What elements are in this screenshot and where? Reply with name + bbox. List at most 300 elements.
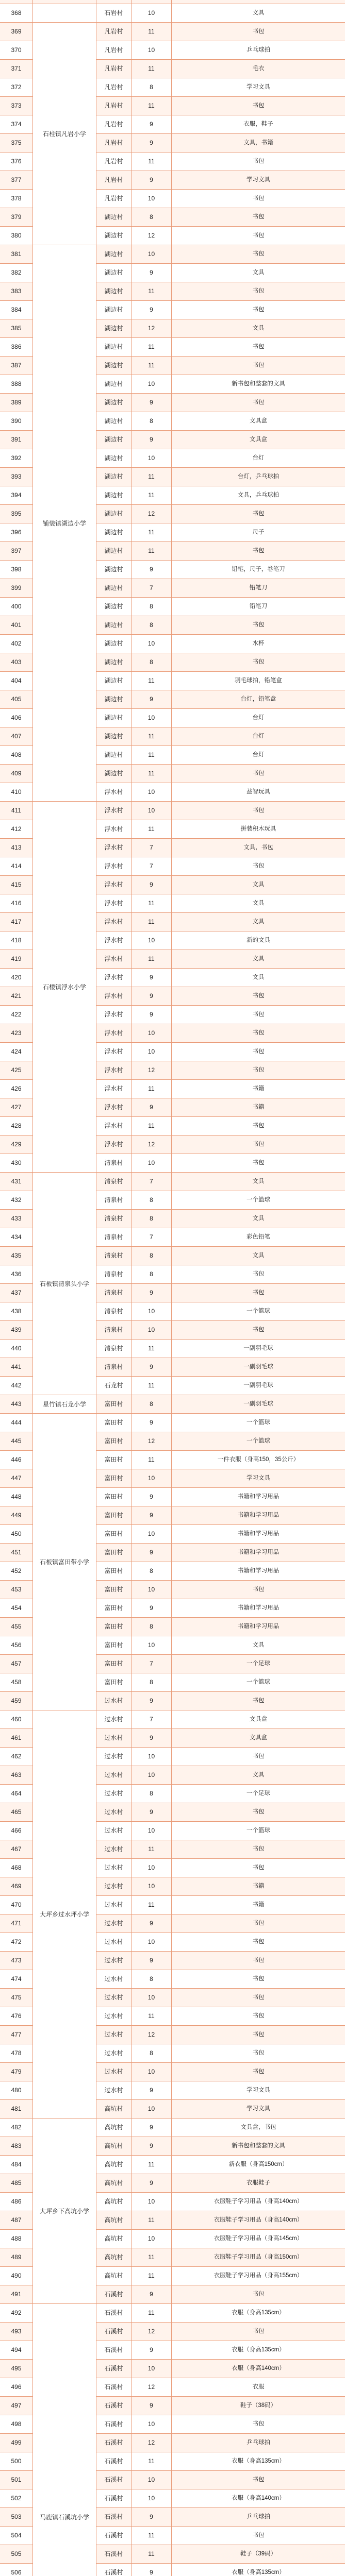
wish-cell: 一个足球 bbox=[247, 1790, 270, 1797]
village-cell: 富田村 bbox=[96, 1599, 132, 1617]
village-cell: 湖边村 bbox=[96, 616, 132, 634]
wish-cell: 书包 bbox=[252, 1160, 265, 1166]
village-cell: 湖边村 bbox=[96, 579, 132, 597]
row-number-cell: 452 bbox=[0, 1562, 33, 1580]
wish-cell: 书包 bbox=[252, 1290, 265, 1296]
row-number-cell: 385 bbox=[0, 319, 33, 337]
wish-cell: 台灯 bbox=[252, 733, 265, 739]
grade-cell: 10 bbox=[132, 635, 172, 653]
grade-cell: 11 bbox=[132, 468, 172, 486]
grade-cell: 11 bbox=[132, 60, 172, 78]
row-number-cell: 423 bbox=[0, 1024, 33, 1042]
village-cell: 过水村 bbox=[96, 1914, 132, 1933]
village-cell: 浮水村 bbox=[96, 857, 132, 875]
village-cell: 湖边村 bbox=[96, 227, 132, 245]
wish-cell: 书包 bbox=[252, 2328, 265, 2334]
grade-cell: 9 bbox=[132, 2341, 172, 2359]
grade-cell: 11 bbox=[132, 357, 172, 375]
school-group-cell: 石柱镇凡岩小学 bbox=[33, 23, 96, 245]
grade-cell: 9 bbox=[132, 1006, 172, 1024]
row-number-cell: 449 bbox=[0, 1506, 33, 1524]
wish-cell: 一个篮球 bbox=[247, 1438, 270, 1444]
village-cell: 富田村 bbox=[96, 1488, 132, 1506]
village-cell: 石龙村 bbox=[96, 1377, 132, 1395]
row-number-cell: 417 bbox=[0, 913, 33, 931]
village-cell: 湖边村 bbox=[96, 486, 132, 504]
wish-cell: 书籍和学习用品 bbox=[237, 1605, 280, 1611]
grade-cell: 10 bbox=[132, 449, 172, 467]
wish-cell: 书包 bbox=[252, 1865, 265, 1871]
village-cell: 过水村 bbox=[96, 1729, 132, 1747]
wish-cell: 乒乓球拍 bbox=[247, 2439, 270, 2446]
grade-cell: 9 bbox=[132, 1358, 172, 1376]
grade-cell: 11 bbox=[132, 282, 172, 300]
wish-cell: 文具 bbox=[252, 1252, 265, 1259]
grade-cell: 9 bbox=[132, 1914, 172, 1933]
row-number-cell: 450 bbox=[0, 1525, 33, 1543]
wish-cell: 乒乓球拍 bbox=[247, 2514, 270, 2520]
wish-cell: 衣服鞋子学习用品（身高145cm） bbox=[213, 2235, 303, 2242]
village-cell: 浮水村 bbox=[96, 1117, 132, 1135]
grade-cell: 12 bbox=[132, 319, 172, 337]
school-group-cell: 大坪乡过水坪小学 bbox=[33, 1710, 96, 2119]
village-cell: 浮水村 bbox=[96, 1006, 132, 1024]
row-number-cell: 456 bbox=[0, 1636, 33, 1654]
grade-cell: 9 bbox=[132, 1488, 172, 1506]
wish-cell: 衣服鞋子学习用品（身高150cm） bbox=[213, 2254, 303, 2260]
village-cell: 浮水村 bbox=[96, 839, 132, 857]
grade-cell: 11 bbox=[132, 1451, 172, 1469]
row-number-cell: 448 bbox=[0, 1488, 33, 1506]
village-cell: 湖边村 bbox=[96, 375, 132, 393]
grade-cell: 11 bbox=[132, 97, 172, 115]
row-number-cell: 458 bbox=[0, 1673, 33, 1691]
grade-cell: 7 bbox=[132, 857, 172, 875]
grade-cell: 9 bbox=[132, 876, 172, 894]
grade-cell: 8 bbox=[132, 1210, 172, 1228]
grade-cell: 12 bbox=[132, 2434, 172, 2452]
village-cell: 高坑村 bbox=[96, 2248, 132, 2266]
wish-cell: 学习文具 bbox=[247, 177, 270, 183]
wish-cell: 文具 bbox=[252, 1772, 265, 1778]
wish-cell: 书包 bbox=[252, 1011, 265, 1018]
village-cell: 湖边村 bbox=[96, 431, 132, 449]
wish-cell: 书籍和学习用品 bbox=[237, 1512, 280, 1518]
village-cell: 湖边村 bbox=[96, 319, 132, 337]
wish-cell: 台灯 bbox=[252, 455, 265, 461]
wish-cell: 拼装积木玩具 bbox=[240, 826, 276, 832]
grade-cell: 11 bbox=[132, 2156, 172, 2174]
wish-cell: 书包 bbox=[252, 511, 265, 517]
village-cell: 过水村 bbox=[96, 1822, 132, 1840]
grade-cell: 11 bbox=[132, 338, 172, 356]
grade-cell: 10 bbox=[132, 1859, 172, 1877]
wish-cell: 鞋子（39码） bbox=[240, 2551, 277, 2557]
row-number-cell: 491 bbox=[0, 2285, 33, 2303]
village-cell: 高坑村 bbox=[96, 2137, 132, 2155]
grade-cell: 11 bbox=[132, 523, 172, 541]
grade-cell: 11 bbox=[132, 950, 172, 968]
wish-cell: 书包 bbox=[252, 2421, 265, 2427]
grade-cell: 10 bbox=[132, 2489, 172, 2507]
grade-cell: 8 bbox=[132, 616, 172, 634]
wish-cell: 铅笔刀 bbox=[249, 603, 268, 609]
row-number-cell: 444 bbox=[0, 1414, 33, 1432]
village-cell: 湖边村 bbox=[96, 301, 132, 319]
row-number-cell: 418 bbox=[0, 931, 33, 950]
wish-cell: 书包 bbox=[252, 214, 265, 220]
village-cell: 高坑村 bbox=[96, 2230, 132, 2248]
wish-cell: 书籍和学习用品 bbox=[237, 1531, 280, 1537]
grade-cell: 9 bbox=[132, 115, 172, 133]
row-number-cell: 454 bbox=[0, 1599, 33, 1617]
wish-cell: 书包 bbox=[252, 548, 265, 554]
grade-cell: 7 bbox=[132, 1710, 172, 1728]
grade-cell: 8 bbox=[132, 1673, 172, 1691]
village-cell: 过水村 bbox=[96, 2063, 132, 2081]
row-number-cell: 503 bbox=[0, 2508, 33, 2526]
village-cell: 湖边村 bbox=[96, 282, 132, 300]
village-cell: 凡岩村 bbox=[96, 190, 132, 208]
grade-cell: 7 bbox=[132, 1173, 172, 1191]
row-number-cell: 484 bbox=[0, 2156, 33, 2174]
village-cell: 富田村 bbox=[96, 1581, 132, 1599]
village-cell: 高坑村 bbox=[96, 2100, 132, 2118]
row-number-cell: 462 bbox=[0, 1748, 33, 1766]
wish-cell: 书包 bbox=[252, 1698, 265, 1704]
grade-cell: 9 bbox=[132, 2081, 172, 2099]
row-number-cell: 457 bbox=[0, 1655, 33, 1673]
wish-cell: 书包 bbox=[252, 2069, 265, 2075]
grade-cell: 10 bbox=[132, 2415, 172, 2433]
wish-cell: 文具 bbox=[252, 900, 265, 906]
row-number-cell: 438 bbox=[0, 1302, 33, 1320]
grade-cell: 9 bbox=[132, 969, 172, 987]
row-number-cell: 394 bbox=[0, 486, 33, 504]
village-cell: 浮水村 bbox=[96, 820, 132, 838]
grade-cell: 9 bbox=[132, 171, 172, 189]
row-number-cell: 429 bbox=[0, 1136, 33, 1154]
wish-cell: 书包 bbox=[252, 2477, 265, 2483]
row-number-cell: 475 bbox=[0, 1989, 33, 2007]
grade-cell: 8 bbox=[132, 1247, 172, 1265]
village-cell: 浮水村 bbox=[96, 987, 132, 1005]
grade-cell: 8 bbox=[132, 208, 172, 226]
village-cell: 湖边村 bbox=[96, 746, 132, 764]
grade-cell: 10 bbox=[132, 1822, 172, 1840]
village-cell: 湖边村 bbox=[96, 505, 132, 523]
row-number-cell: 476 bbox=[0, 2007, 33, 2025]
village-cell: 过水村 bbox=[96, 1896, 132, 1914]
grade-cell: 8 bbox=[132, 1562, 172, 1580]
village-cell: 富田村 bbox=[96, 1562, 132, 1580]
wish-cell: 文具，乒乓球拍 bbox=[237, 492, 280, 498]
wish-cell: 文具盒 bbox=[249, 418, 268, 424]
wish-cell: 台灯 bbox=[252, 752, 265, 758]
village-cell: 凡岩村 bbox=[96, 171, 132, 189]
village-cell: 清泉村 bbox=[96, 1228, 132, 1246]
grade-cell: 12 bbox=[132, 1432, 172, 1450]
grade-cell: 11 bbox=[132, 2545, 172, 2563]
row-number-cell: 480 bbox=[0, 2081, 33, 2099]
village-cell: 高坑村 bbox=[96, 2156, 132, 2174]
wish-cell: 台灯，铅笔盒 bbox=[240, 696, 276, 702]
village-cell: 高坑村 bbox=[96, 2267, 132, 2285]
wish-cell: 学习文具 bbox=[247, 2087, 270, 2093]
wish-cell: 文具，书包 bbox=[243, 844, 273, 851]
row-number-cell: 404 bbox=[0, 672, 33, 690]
grade-cell: 11 bbox=[132, 2304, 172, 2322]
wish-cell: 书籍 bbox=[252, 1902, 265, 1908]
grade-cell: 11 bbox=[132, 152, 172, 171]
row-number-cell: 402 bbox=[0, 635, 33, 653]
village-cell: 过水村 bbox=[96, 1877, 132, 1895]
village-cell: 过水村 bbox=[96, 1840, 132, 1858]
row-number-cell: 470 bbox=[0, 1896, 33, 1914]
row-number-cell: 496 bbox=[0, 2378, 33, 2396]
grade-cell: 10 bbox=[132, 4, 172, 22]
wish-cell: 衣服鞋子学习用品（身高140cm） bbox=[213, 2217, 303, 2223]
row-number-cell: 477 bbox=[0, 2026, 33, 2044]
village-cell: 湖边村 bbox=[96, 653, 132, 671]
village-cell: 浮水村 bbox=[96, 802, 132, 820]
row-number-cell: 401 bbox=[0, 616, 33, 634]
row-number-cell: 424 bbox=[0, 1043, 33, 1061]
grade-cell: 9 bbox=[132, 264, 172, 282]
village-cell: 湖边村 bbox=[96, 727, 132, 745]
village-cell: 湖边村 bbox=[96, 709, 132, 727]
village-cell: 凡岩村 bbox=[96, 78, 132, 96]
row-number-cell: 497 bbox=[0, 2397, 33, 2415]
wish-cell: 书籍和学习用品 bbox=[237, 1494, 280, 1500]
wish-cell: 文具盒，书包 bbox=[240, 2124, 276, 2130]
village-cell: 清泉村 bbox=[96, 1210, 132, 1228]
wish-cell: 书包 bbox=[252, 1994, 265, 2001]
grade-cell: 10 bbox=[132, 245, 172, 263]
wish-cell: 一个篮球 bbox=[247, 1679, 270, 1685]
village-cell: 清泉村 bbox=[96, 1191, 132, 1209]
row-number-cell: 434 bbox=[0, 1228, 33, 1246]
grade-cell: 11 bbox=[132, 2527, 172, 2545]
village-cell: 石溪村 bbox=[96, 2545, 132, 2563]
grade-cell: 11 bbox=[132, 486, 172, 504]
village-cell: 过水村 bbox=[96, 1989, 132, 2007]
wish-cell: 书包 bbox=[252, 2532, 265, 2538]
row-number-cell: 472 bbox=[0, 1933, 33, 1951]
wish-cell: 彩色铅笔 bbox=[247, 1234, 270, 1240]
village-cell: 湖边村 bbox=[96, 635, 132, 653]
village-cell: 石溪村 bbox=[96, 2360, 132, 2378]
village-cell: 浮水村 bbox=[96, 1024, 132, 1042]
village-cell: 清泉村 bbox=[96, 1265, 132, 1283]
row-number-cell: 464 bbox=[0, 1785, 33, 1803]
wish-cell: 书包 bbox=[252, 1141, 265, 1147]
grade-cell: 11 bbox=[132, 1117, 172, 1135]
wish-cell: 文具 bbox=[252, 269, 265, 276]
village-cell: 过水村 bbox=[96, 1859, 132, 1877]
village-cell: 清泉村 bbox=[96, 1284, 132, 1302]
row-number-cell: 387 bbox=[0, 357, 33, 375]
village-cell: 富田村 bbox=[96, 1673, 132, 1691]
wish-cell: 衣服 bbox=[252, 2384, 265, 2390]
row-number-cell: 465 bbox=[0, 1803, 33, 1821]
row-number-cell: 427 bbox=[0, 1098, 33, 1116]
wish-cell: 书包 bbox=[252, 2050, 265, 2056]
row-number-cell: 432 bbox=[0, 1191, 33, 1209]
wish-cell: 书包 bbox=[252, 362, 265, 368]
row-number-cell: 414 bbox=[0, 857, 33, 875]
village-cell: 过水村 bbox=[96, 1766, 132, 1784]
wish-cell: 书包 bbox=[252, 863, 265, 869]
grade-cell: 10 bbox=[132, 931, 172, 950]
wish-cell: 文具盒 bbox=[249, 436, 268, 443]
village-cell: 浮水村 bbox=[96, 876, 132, 894]
wish-cell: 书包 bbox=[252, 28, 265, 35]
grade-cell: 8 bbox=[132, 1395, 172, 1413]
grade-cell: 8 bbox=[132, 1970, 172, 1988]
grade-cell: 9 bbox=[132, 2508, 172, 2526]
table-row bbox=[0, 0, 345, 4]
village-cell: 石溪村 bbox=[96, 2378, 132, 2396]
row-number-cell: 490 bbox=[0, 2267, 33, 2285]
wish-cell: 衣服（身高135cm） bbox=[232, 2569, 285, 2575]
village-cell: 清泉村 bbox=[96, 1358, 132, 1376]
grade-cell: 10 bbox=[132, 1525, 172, 1543]
row-number-cell: 386 bbox=[0, 338, 33, 356]
row-number-cell: 482 bbox=[0, 2119, 33, 2137]
wish-cell: 书包 bbox=[252, 1030, 265, 1036]
grade-cell: 10 bbox=[132, 1321, 172, 1339]
wish-cell: 益智玩具 bbox=[247, 789, 270, 795]
village-cell: 清泉村 bbox=[96, 1173, 132, 1191]
row-number-cell: 411 bbox=[0, 802, 33, 820]
wish-cell: 铅笔，尺子，卷笔刀 bbox=[232, 566, 285, 572]
village-cell: 湖边村 bbox=[96, 357, 132, 375]
wish-cell: 文具 bbox=[252, 1215, 265, 1222]
row-number-cell: 426 bbox=[0, 1080, 33, 1098]
row-number-cell: 501 bbox=[0, 2471, 33, 2489]
village-cell: 过水村 bbox=[96, 1692, 132, 1710]
wish-cell: 一副羽毛球 bbox=[243, 1401, 273, 1407]
grade-cell: 11 bbox=[132, 746, 172, 764]
village-cell: 浮水村 bbox=[96, 783, 132, 801]
wish-cell: 书包 bbox=[252, 770, 265, 776]
village-cell: 湖边村 bbox=[96, 542, 132, 560]
village-cell: 石溪村 bbox=[96, 2397, 132, 2415]
row-number-cell: 405 bbox=[0, 690, 33, 708]
row-number-cell: 416 bbox=[0, 894, 33, 912]
village-cell: 清泉村 bbox=[96, 1321, 132, 1339]
grade-cell: 10 bbox=[132, 709, 172, 727]
grade-cell: 10 bbox=[132, 2230, 172, 2248]
village-cell: 富田村 bbox=[96, 1395, 132, 1413]
village-cell: 浮水村 bbox=[96, 1043, 132, 1061]
school-group-cell: 星竹镇石龙小学 bbox=[33, 1395, 96, 1414]
row-number-cell: 373 bbox=[0, 97, 33, 115]
row-number-cell: 388 bbox=[0, 375, 33, 393]
village-cell: 清泉村 bbox=[96, 1302, 132, 1320]
grade-cell: 9 bbox=[132, 1414, 172, 1432]
school-group-cell: 马鹿镇石溪坑小学 bbox=[33, 2304, 96, 2576]
grade-cell: 8 bbox=[132, 78, 172, 96]
row-number-cell: 403 bbox=[0, 653, 33, 671]
village-cell: 浮水村 bbox=[96, 1136, 132, 1154]
grade-cell: 9 bbox=[132, 987, 172, 1005]
row-number-cell: 390 bbox=[0, 412, 33, 430]
row-number-cell: 391 bbox=[0, 431, 33, 449]
grade-cell: 11 bbox=[132, 894, 172, 912]
wish-cell: 书包 bbox=[252, 2031, 265, 2038]
wish-cell: 一个篮球 bbox=[247, 1197, 270, 1203]
row-number-cell: 468 bbox=[0, 1859, 33, 1877]
grade-cell: 10 bbox=[132, 2193, 172, 2211]
row-number-cell: 407 bbox=[0, 727, 33, 745]
row-number-cell: 384 bbox=[0, 301, 33, 319]
school-group-cell: 铺装镇湖边小学 bbox=[33, 245, 96, 802]
wish-cell: 书包 bbox=[252, 1920, 265, 1926]
wish-cell: 一个篮球 bbox=[247, 1419, 270, 1426]
wish-cell: 衣服鞋子 bbox=[247, 2180, 270, 2186]
grade-cell: 9 bbox=[132, 1544, 172, 1562]
row-number-cell: 488 bbox=[0, 2230, 33, 2248]
wish-cell: 学习文具 bbox=[247, 2106, 270, 2112]
grade-cell: 10 bbox=[132, 1302, 172, 1320]
village-cell: 浮水村 bbox=[96, 894, 132, 912]
village-cell: 湖边村 bbox=[96, 412, 132, 430]
row-number-cell: 505 bbox=[0, 2545, 33, 2563]
row-number-cell: 433 bbox=[0, 1210, 33, 1228]
wish-cell: 书籍 bbox=[252, 1883, 265, 1889]
wish-cell: 文具 bbox=[252, 325, 265, 331]
wish-cell: 书包 bbox=[252, 807, 265, 814]
table-row bbox=[0, 4, 345, 23]
grade-cell: 12 bbox=[132, 2026, 172, 2044]
row-number-cell: 400 bbox=[0, 598, 33, 616]
wish-cell: 书包 bbox=[252, 158, 265, 164]
row-number-cell: 506 bbox=[0, 2564, 33, 2576]
wish-cell bbox=[172, 0, 345, 4]
village-cell: 浮水村 bbox=[96, 969, 132, 987]
village-cell: 石溪村 bbox=[96, 2434, 132, 2452]
grade-cell: 11 bbox=[132, 727, 172, 745]
grade-cell: 12 bbox=[132, 2378, 172, 2396]
grade-cell: 12 bbox=[132, 1061, 172, 1079]
wish-cell: 书籍 bbox=[252, 1086, 265, 1092]
village-cell: 富田村 bbox=[96, 1618, 132, 1636]
wish-cell: 衣服，鞋子 bbox=[243, 121, 273, 127]
wish-cell: 一副羽毛球 bbox=[243, 1364, 273, 1370]
grade-cell: 10 bbox=[132, 1469, 172, 1487]
village-cell: 湖边村 bbox=[96, 468, 132, 486]
grade-cell: 11 bbox=[132, 2007, 172, 2025]
grade-cell bbox=[132, 0, 172, 4]
village-cell: 石溪村 bbox=[96, 2323, 132, 2341]
grade-cell: 9 bbox=[132, 2174, 172, 2192]
wish-cell: 书籍和学习用品 bbox=[237, 1568, 280, 1574]
village-cell: 浮水村 bbox=[96, 1061, 132, 1079]
village-cell: 石溪村 bbox=[96, 2452, 132, 2470]
row-number-cell: 459 bbox=[0, 1692, 33, 1710]
grade-cell: 12 bbox=[132, 1136, 172, 1154]
grade-cell: 9 bbox=[132, 2564, 172, 2576]
village-cell: 过水村 bbox=[96, 1748, 132, 1766]
grade-cell: 11 bbox=[132, 1896, 172, 1914]
school-cell bbox=[33, 0, 96, 4]
row-number-cell: 489 bbox=[0, 2248, 33, 2266]
grade-cell: 9 bbox=[132, 1692, 172, 1710]
wish-cell: 书包 bbox=[252, 288, 265, 294]
wish-cell: 书包 bbox=[252, 1048, 265, 1055]
